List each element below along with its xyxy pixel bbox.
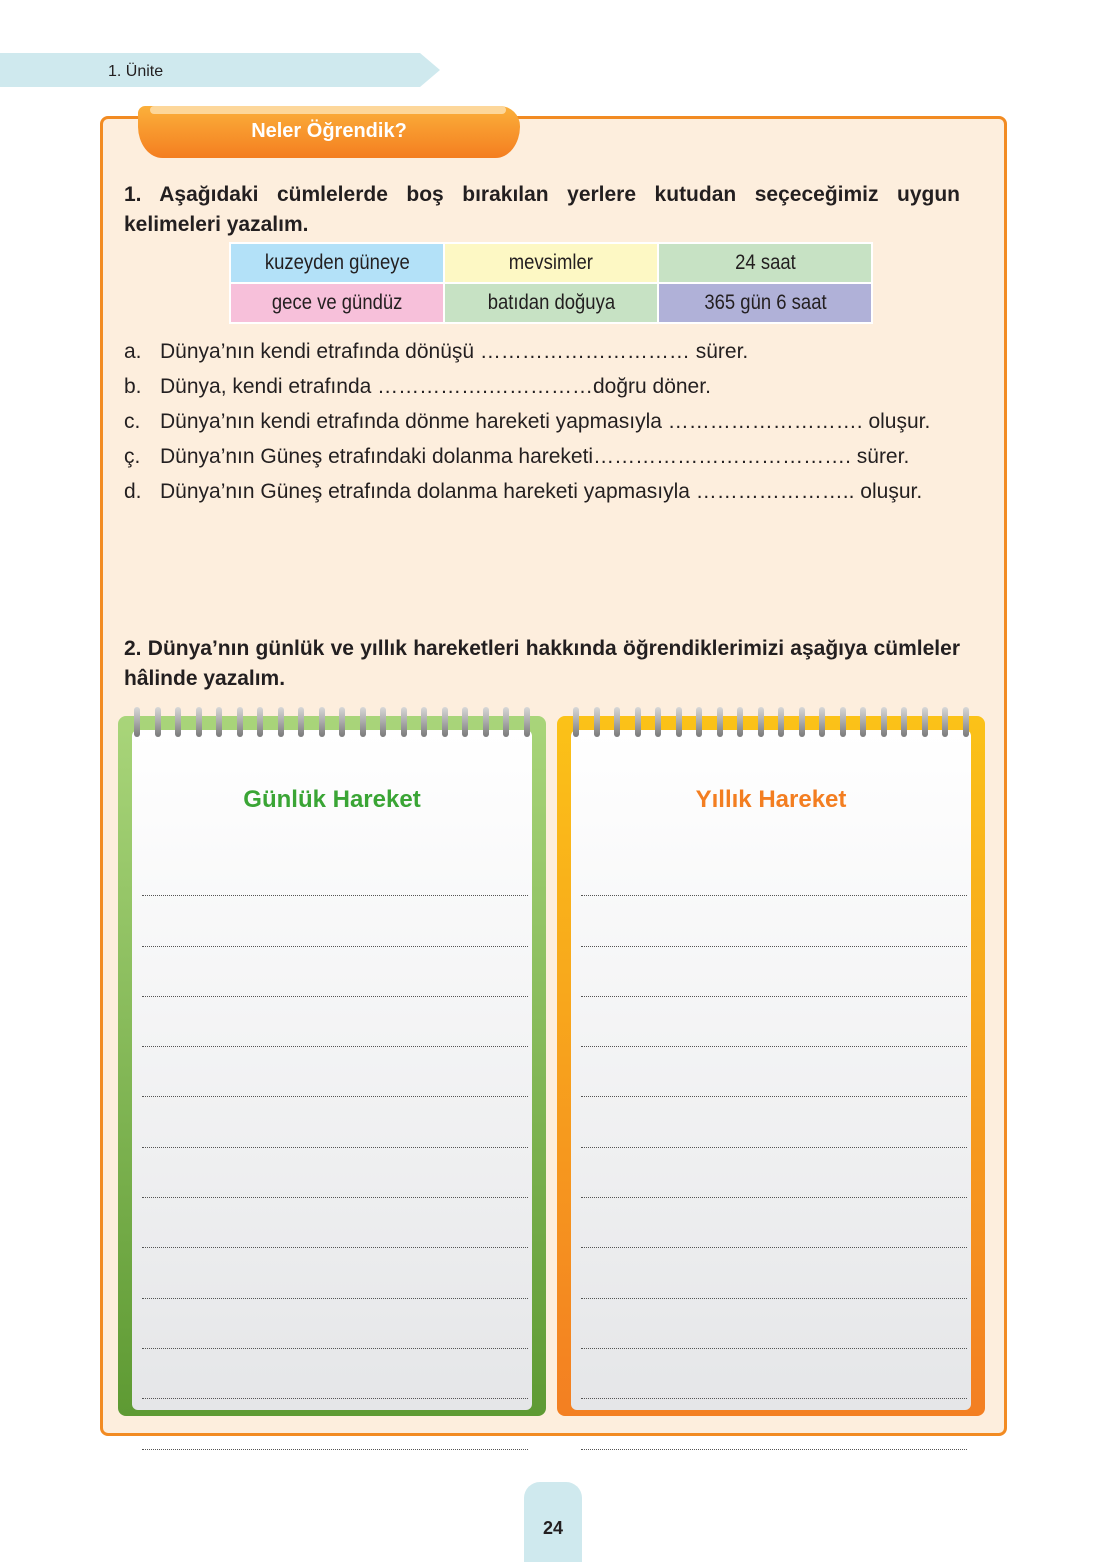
sentence-b: b. Dünya, kendi etrafında …………….……………doğru döner. [124,375,711,398]
section-title: Neler Öğrendik? [251,120,407,142]
word-option: batıdan doğuya [444,283,658,323]
yearly-movement-title: Yıllık Hareket [695,786,847,813]
word-option: 365 gün 6 saat [658,283,872,323]
question-1-text: 1. Aşağıdaki cümlelerde boş bırakılan yerlere kutudan seçeceğimiz uygun kelimeleri yazalım. [124,183,960,236]
sentence-c-cedilla: ç. Dünya’nın Güneş etrafındaki dolanma hareketi………………………………. sürer. [124,445,910,468]
question-2-text: 2. Dünya’nın günlük ve yıllık hareketleri hakkında öğrendiklerimizi aşağıya cümleler hâlinde yazalım. [124,637,960,690]
page-number: 24 [542,1518,564,1538]
daily-movement-title: Günlük Hareket [243,786,421,813]
spiral-binding [134,707,530,741]
word-option: kuzeyden güneye [230,243,444,283]
word-option: 24 saat [658,243,872,283]
fill-in-sentences [124,336,984,511]
word-box [229,242,873,324]
yearly-movement-notebook [557,716,985,1416]
writing-lines[interactable] [581,846,967,1450]
word-box-row [230,283,872,323]
sentence-d: d. Dünya’nın Güneş etrafında dolanma hareketi yapmasıyla ………………….. oluşur. [124,480,923,503]
word-option: mevsimler [444,243,658,283]
unit-label: 1. Ünite [108,63,164,80]
unit-banner [0,53,440,87]
notebook-page [132,730,532,1410]
word-box-row [230,243,872,283]
sentence-c: c. Dünya’nın kendi etrafında dönme hareketi yapmasıyla ………………………. oluşur. [124,410,931,433]
word-option: gece ve gündüz [230,283,444,323]
spiral-binding [573,707,969,741]
writing-lines[interactable] [142,846,528,1450]
daily-movement-notebook [118,716,546,1416]
notebook-page [571,730,971,1410]
sentence-a: a. Dünya’nın kendi etrafında dönüşü ………………………… sürer. [124,340,749,363]
